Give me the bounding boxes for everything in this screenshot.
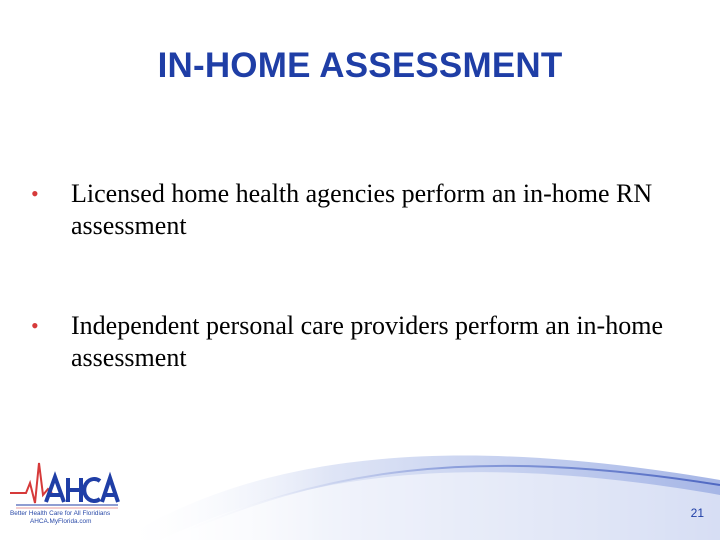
bullet-dot-icon: •: [31, 313, 39, 338]
slide-title: IN-HOME ASSESSMENT: [157, 46, 563, 85]
bullet-dot-icon: •: [31, 181, 39, 206]
bullet-list: [30, 178, 670, 374]
bullet-text: Independent personal care providers perform an in-home assessment: [71, 311, 663, 372]
logo-tagline: [10, 510, 120, 526]
bullet-item: [30, 178, 670, 242]
bullet-item: [30, 310, 670, 374]
logo-tagline-line1: Better Health Care for All Floridians: [10, 510, 111, 517]
page-number: 21: [690, 506, 704, 520]
ahca-logo-icon: [8, 455, 120, 540]
logo-tagline-line2: AHCA.MyFlorida.com: [30, 518, 92, 525]
bullet-text: Licensed home health agencies perform an in-home RN assessment: [71, 179, 653, 240]
